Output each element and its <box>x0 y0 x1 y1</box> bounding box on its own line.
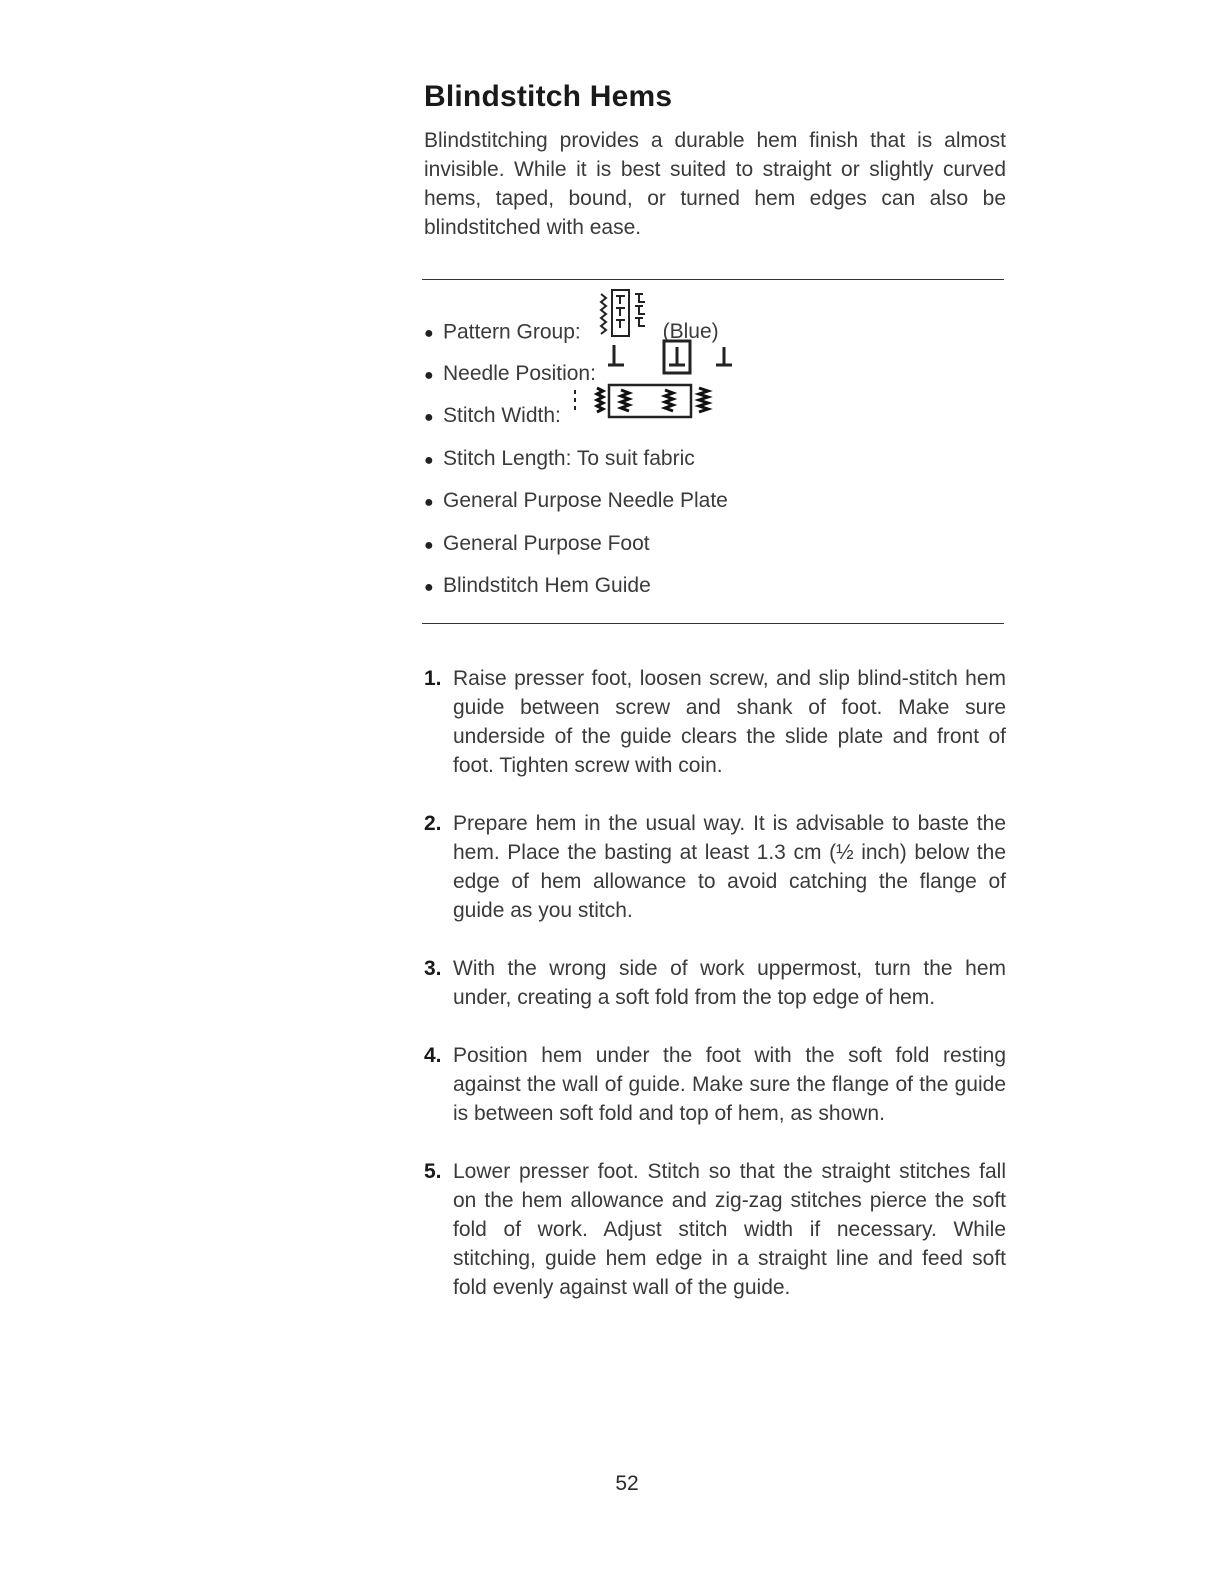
step-text: With the wrong side of work uppermost, turn the hem under, creating a soft fold from the top edge of hem. <box>453 957 1006 1009</box>
settings-list <box>424 310 1004 608</box>
bullet-icon: ● <box>424 409 434 426</box>
step-number: 4. <box>424 1044 442 1067</box>
spec-label: Stitch Length: To suit fabric <box>443 446 695 470</box>
bullet-icon: ● <box>424 366 434 384</box>
pattern-group-color: (Blue) <box>662 320 719 344</box>
step-text: Raise presser foot, loosen screw, and slip blind-stitch hem guide between screw and shank of foot. Make sure underside of the guide clears the slide plate and front of foot. Tighten screw with coin. <box>453 667 1006 777</box>
instruction-steps <box>424 664 1006 1302</box>
spec-label: Pattern Group: <box>443 320 581 344</box>
bullet-icon: ● <box>424 536 434 554</box>
step-item <box>424 954 1006 1012</box>
spec-label: General Purpose Foot <box>443 531 650 555</box>
spec-label: General Purpose Needle Plate <box>443 489 728 512</box>
step-item <box>424 809 1006 925</box>
divider-bottom <box>422 623 1004 624</box>
step-item <box>424 664 1006 780</box>
spec-stitch-width <box>424 395 1004 438</box>
spec-stitch-length <box>424 438 1004 481</box>
bullet-icon: ● <box>424 451 434 469</box>
bullet-icon: ● <box>424 494 434 511</box>
spec-label: Blindstitch Hem Guide <box>443 574 651 597</box>
step-number: 3. <box>424 957 442 980</box>
step-text: Prepare hem in the usual way. It is advisable to baste the hem. Place the basting at least 1.3 cm (½ inch) below the edge of hem allowance to avoid catching the flange of guide as you stitch. <box>453 812 1006 922</box>
step-text: Lower presser foot. Stitch so that the straight stitches fall on the hem allowance and zig-zag stitches pierce the soft fold of work. Adjust stitch width if necessary. While stitching, guide hem edge in a straight line and feed soft fold evenly against wall of the guide. <box>453 1160 1006 1299</box>
spec-foot <box>424 523 1004 566</box>
page-number: 52 <box>615 1472 639 1495</box>
divider-top <box>422 279 1004 280</box>
step-number: 1. <box>424 667 442 690</box>
bullet-icon: ● <box>424 325 434 343</box>
spec-needle-plate <box>424 480 1004 523</box>
spec-hem-guide <box>424 565 1004 608</box>
spec-label: Stitch Width: <box>443 404 561 427</box>
stitch-width-icon <box>571 382 721 438</box>
step-item <box>424 1041 1006 1128</box>
step-text: Position hem under the foot with the soft fold resting against the wall of guide. Make sure the flange of the guide is between soft fold and top of hem, as shown. <box>453 1044 1006 1125</box>
intro-paragraph: Blindstitching provides a durable hem finish that is almost invisible. While it is best suited to straight or slightly curved hems, taped, bound, or turned hem edges can also be blindstitched with ease. <box>424 129 1006 239</box>
bullet-icon: ● <box>424 579 434 596</box>
step-item <box>424 1157 1006 1302</box>
step-number: 2. <box>424 812 442 835</box>
page-title: Blindstitch Hems <box>424 80 673 113</box>
spec-label: Needle Position: <box>443 361 596 385</box>
step-number: 5. <box>424 1160 442 1183</box>
